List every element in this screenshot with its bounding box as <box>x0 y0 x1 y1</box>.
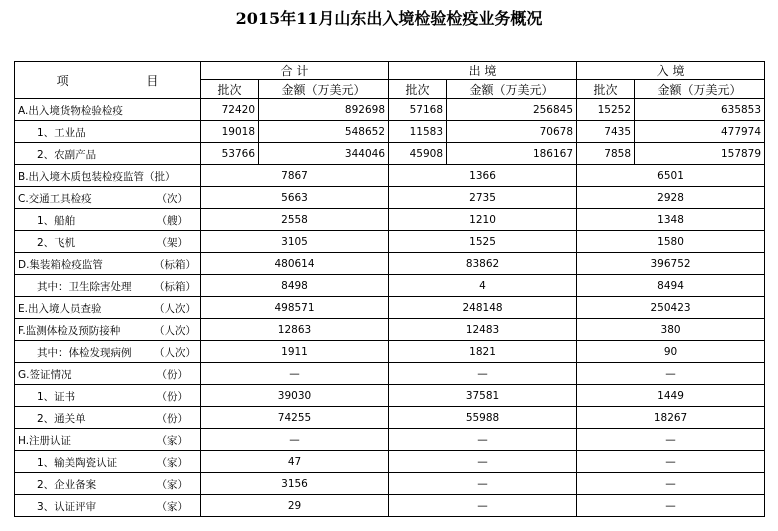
table-cell: 12863 <box>201 319 389 341</box>
row-label-cell <box>15 451 201 473</box>
table-cell: 72420 <box>201 99 259 121</box>
table-row <box>15 363 765 385</box>
table-cell: 344046 <box>259 143 389 165</box>
table-row <box>15 385 765 407</box>
row-label-cell <box>15 275 201 297</box>
row-label: 2、农副产品 <box>37 149 97 161</box>
row-unit: （份） <box>156 413 188 425</box>
table-cell: 7867 <box>201 165 389 187</box>
row-label-cell <box>15 165 201 187</box>
row-unit: （家） <box>156 435 188 447</box>
table-cell: 1821 <box>389 341 577 363</box>
table-cell: 11583 <box>389 121 447 143</box>
row-label: 1、证书 <box>37 391 76 403</box>
sub-header: 批次 <box>389 80 447 99</box>
table-row <box>15 187 765 209</box>
table-cell: 256845 <box>447 99 577 121</box>
table-cell: 892698 <box>259 99 389 121</box>
table-row <box>15 297 765 319</box>
row-label: 2、企业备案 <box>37 479 97 491</box>
row-unit: （家） <box>156 457 188 469</box>
table-cell: — <box>577 473 765 495</box>
row-label: 1、工业品 <box>37 127 86 139</box>
table-cell: — <box>201 429 389 451</box>
table-cell: 37581 <box>389 385 577 407</box>
table-cell: 47 <box>201 451 389 473</box>
group-header-exit: 出 境 <box>389 62 577 80</box>
table-cell: 18267 <box>577 407 765 429</box>
table-cell: 39030 <box>201 385 389 407</box>
table-cell: 380 <box>577 319 765 341</box>
row-label-cell <box>15 341 201 363</box>
row-unit: （家） <box>156 479 188 491</box>
table-row <box>15 209 765 231</box>
table-row <box>15 495 765 517</box>
row-unit: （家） <box>156 501 188 513</box>
table-row <box>15 231 765 253</box>
table-cell: 8494 <box>577 275 765 297</box>
row-label: B.出入境木质包装检疫监管（批） <box>18 171 176 183</box>
row-label-cell <box>15 187 201 209</box>
table-row <box>15 165 765 187</box>
table-cell: 12483 <box>389 319 577 341</box>
table-cell: 1366 <box>389 165 577 187</box>
table-cell: 19018 <box>201 121 259 143</box>
table-cell: 45908 <box>389 143 447 165</box>
row-label-cell <box>15 407 201 429</box>
row-label: 2、通关单 <box>37 413 86 425</box>
table-cell: 396752 <box>577 253 765 275</box>
row-label: F.监测体检及预防接种 <box>18 325 121 337</box>
row-label-cell <box>15 473 201 495</box>
row-unit: （人次） <box>154 303 196 315</box>
table-cell: 15252 <box>577 99 635 121</box>
table-row <box>15 275 765 297</box>
row-label: D.集装箱检疫监管 <box>18 259 103 271</box>
table-row <box>15 451 765 473</box>
row-label-cell <box>15 495 201 517</box>
table-cell: 2928 <box>577 187 765 209</box>
table-cell: 74255 <box>201 407 389 429</box>
table-row <box>15 143 765 165</box>
table-cell: 8498 <box>201 275 389 297</box>
table-cell: 477974 <box>635 121 765 143</box>
table-cell: — <box>389 363 577 385</box>
table-cell: 2558 <box>201 209 389 231</box>
row-label-cell <box>15 385 201 407</box>
sub-header: 金额（万美元） <box>447 80 577 99</box>
page-title: 2015年11月山东出入境检验检疫业务概况 <box>235 9 543 28</box>
group-header-total: 合 计 <box>201 62 389 80</box>
sub-header: 金额（万美元） <box>635 80 765 99</box>
row-label: H.注册认证 <box>18 435 72 447</box>
row-label: 3、认证评审 <box>37 501 97 513</box>
table-cell: 635853 <box>635 99 765 121</box>
table-cell: 480614 <box>201 253 389 275</box>
table-cell: — <box>201 363 389 385</box>
row-unit: （份） <box>156 391 188 403</box>
table-cell: 90 <box>577 341 765 363</box>
row-label: A.出入境货物检验检疫 <box>18 105 123 117</box>
row-label: 其中：卫生除害处理 <box>37 281 132 293</box>
row-label: C.交通工具检疫 <box>18 193 92 205</box>
sub-header: 批次 <box>201 80 259 99</box>
table-cell: — <box>577 495 765 517</box>
row-unit: （架） <box>156 237 188 249</box>
row-label-cell <box>15 231 201 253</box>
row-unit: （次） <box>156 193 188 205</box>
table-cell: 53766 <box>201 143 259 165</box>
table-row <box>15 99 765 121</box>
table-cell: 7858 <box>577 143 635 165</box>
row-unit: （艘） <box>156 215 188 227</box>
row-unit: （人次） <box>154 325 196 337</box>
table-row <box>15 121 765 143</box>
row-unit: （份） <box>156 369 188 381</box>
table-cell: — <box>389 451 577 473</box>
table-cell: 7435 <box>577 121 635 143</box>
table-cell: 70678 <box>447 121 577 143</box>
table-cell: 5663 <box>201 187 389 209</box>
row-unit: （标箱） <box>154 259 196 271</box>
table-cell: 250423 <box>577 297 765 319</box>
row-label: G.签证情况 <box>18 369 72 381</box>
table-cell: 548652 <box>259 121 389 143</box>
business-overview-table <box>14 61 765 517</box>
table-cell: 1348 <box>577 209 765 231</box>
row-label-cell <box>15 209 201 231</box>
table-cell: — <box>389 495 577 517</box>
table-cell: 498571 <box>201 297 389 319</box>
row-unit: （人次） <box>154 347 196 359</box>
sub-header: 金额（万美元） <box>259 80 389 99</box>
table-cell: 2735 <box>389 187 577 209</box>
table-row <box>15 473 765 495</box>
table-cell: 186167 <box>447 143 577 165</box>
row-label-cell <box>15 143 201 165</box>
sub-header: 批次 <box>577 80 635 99</box>
table-row <box>15 429 765 451</box>
table-cell: 29 <box>201 495 389 517</box>
row-label-cell <box>15 121 201 143</box>
table-cell: 55988 <box>389 407 577 429</box>
table-cell: 1525 <box>389 231 577 253</box>
table-row <box>15 407 765 429</box>
table-row <box>15 341 765 363</box>
row-label-cell <box>15 363 201 385</box>
table-cell: 4 <box>389 275 577 297</box>
row-label: 1、输美陶瓷认证 <box>37 457 118 469</box>
table-cell: 248148 <box>389 297 577 319</box>
row-label-cell <box>15 319 201 341</box>
row-label: 1、船舶 <box>37 215 76 227</box>
row-label: 其中：体检发现病例 <box>37 347 132 359</box>
row-label-cell <box>15 429 201 451</box>
table-cell: 1580 <box>577 231 765 253</box>
row-label-cell <box>15 253 201 275</box>
group-header-entry: 入 境 <box>577 62 765 80</box>
item-header-a: 项 <box>56 73 69 88</box>
table-cell: — <box>577 451 765 473</box>
table-cell: 3156 <box>201 473 389 495</box>
item-header <box>15 62 201 99</box>
table-cell: 1911 <box>201 341 389 363</box>
table-cell: 83862 <box>389 253 577 275</box>
row-unit: （标箱） <box>154 281 196 293</box>
row-label-cell <box>15 99 201 121</box>
row-label: E.出入境人员查验 <box>18 303 102 315</box>
table-cell: 1449 <box>577 385 765 407</box>
table-cell: 6501 <box>577 165 765 187</box>
table-cell: — <box>577 429 765 451</box>
table-row <box>15 253 765 275</box>
table-cell: 57168 <box>389 99 447 121</box>
table-cell: 3105 <box>201 231 389 253</box>
table-cell: — <box>389 473 577 495</box>
table-row <box>15 319 765 341</box>
table-cell: 157879 <box>635 143 765 165</box>
row-label: 2、飞机 <box>37 237 76 249</box>
table-cell: — <box>577 363 765 385</box>
table-cell: — <box>389 429 577 451</box>
table-cell: 1210 <box>389 209 577 231</box>
item-header-b: 目 <box>146 73 159 88</box>
row-label-cell <box>15 297 201 319</box>
